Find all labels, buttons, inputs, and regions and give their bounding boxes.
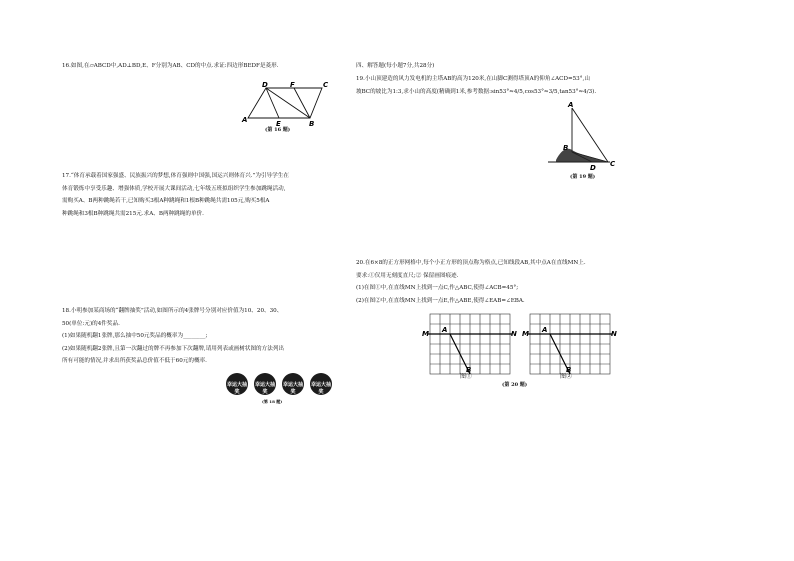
label-a: A (442, 326, 448, 334)
figure-19-caption: (第 19 题) (570, 174, 596, 180)
label-b: B (309, 120, 315, 128)
q17-line: 17.“体育承载着国家强盛、民族振兴的梦想,体育强则中国强,国运兴则体育兴.”为引导学生在 (62, 173, 289, 179)
q18-line: 所有可能的情况,并求出所获奖品总价值不低于60元的概率. (62, 358, 207, 364)
figure-2-label: 图② (560, 373, 573, 380)
label-m: M (522, 330, 529, 338)
label-b: B (563, 144, 569, 152)
label-a: A (568, 101, 574, 109)
label-d: D (590, 164, 596, 172)
figure-20-caption: (第 20 题) (502, 382, 528, 388)
label-n: N (511, 330, 517, 338)
q20-line: (1)在图①中,在直线MN上找到一点C,作△ABC,使得∠ACB=45°; (356, 285, 519, 291)
q18-line: 50(单位:元)的4件奖品. (62, 320, 120, 327)
label-m: M (422, 330, 429, 338)
label-d: D (262, 81, 268, 89)
lottery-card-2: 幸运大抽奖 (254, 373, 276, 395)
q18-line: (1)如果随机翻1张牌,那么抽中50元奖品的概率为________; (62, 333, 208, 339)
q18-line: 18.小明参加某商场的“翻牌抽奖”活动,如图所示的4张牌号分别对应价值为10、20、30、 (62, 308, 283, 314)
q19-line: 19.小山顶建造的风力发电机的主塔AB的高为120米,在山脚C测得塔顶A的仰角∠ACD=53°,山 (356, 76, 590, 82)
question-18-text (62, 305, 284, 368)
lottery-card-4: 幸运大抽奖 (310, 373, 332, 395)
label-b: B (466, 366, 472, 374)
q18-line: (2)如果随机翻2张牌,且第一次翻过的牌不再参加下次翻牌,请用列表或画树状图的方法列出 (62, 345, 285, 352)
lottery-card-3: 幸运大抽奖 (282, 373, 304, 395)
hill-tower-figure (548, 102, 618, 172)
q20-line: (2)在图②中,在直线MN上找到一点E,作△ABE,使得∠EAB=∠EBA. (356, 297, 525, 304)
figure-16-caption: (第 16 题) (265, 127, 291, 133)
label-a: A (242, 116, 248, 124)
section-4-title: 四、解答题(每小题7分,共28分) (356, 63, 435, 69)
q19-line: 坡BC的坡比为1:3,求小山的高度(精确到1米,参考数据:sin53°≈4/5,cos53°≈3/5,tan53°≈4/3). (356, 88, 597, 95)
label-c: C (610, 160, 616, 168)
question-17-text (62, 170, 289, 220)
label-e: E (276, 120, 281, 128)
question-16-text: 16.如图,在▱ABCD中,AD⊥BD,E、F分别为AB、CD的中点.求证:四边形BEDF是菱形. (62, 63, 279, 69)
parallelogram-figure (240, 81, 330, 128)
question-20-text (356, 257, 586, 307)
label-b: B (566, 366, 572, 374)
q20-line: 20.在6×8的正方形网格中,每个小正方形的顶点称为格点,已知线段AB,其中点A在直线MN上. (356, 260, 586, 266)
label-a: A (542, 326, 548, 334)
question-19-text (356, 73, 596, 98)
q20-line: 要求:①仅用无刻度直尺;② 保留画图痕迹. (356, 272, 459, 279)
label-f: F (290, 81, 295, 89)
label-n: N (611, 330, 617, 338)
lottery-card-1: 幸运大抽奖 (226, 373, 248, 395)
label-c: C (323, 81, 329, 89)
q17-line: 体育锻炼中享受乐趣、增强体质,学校开展大课间活动,七年级五班拟组织学生参加跳绳活动, (62, 185, 286, 192)
figure-1-label: 图① (460, 373, 473, 380)
q17-line: 种跳绳和3根B种跳绳共需215元.求A、B两种跳绳的单价. (62, 210, 204, 217)
q17-line: 需购买A、B两种跳绳若干,已知购买3根A种跳绳和1根B种跳绳共需105元,购买5根A (62, 198, 270, 204)
figure-18-caption: (第 18 题) (262, 399, 283, 404)
